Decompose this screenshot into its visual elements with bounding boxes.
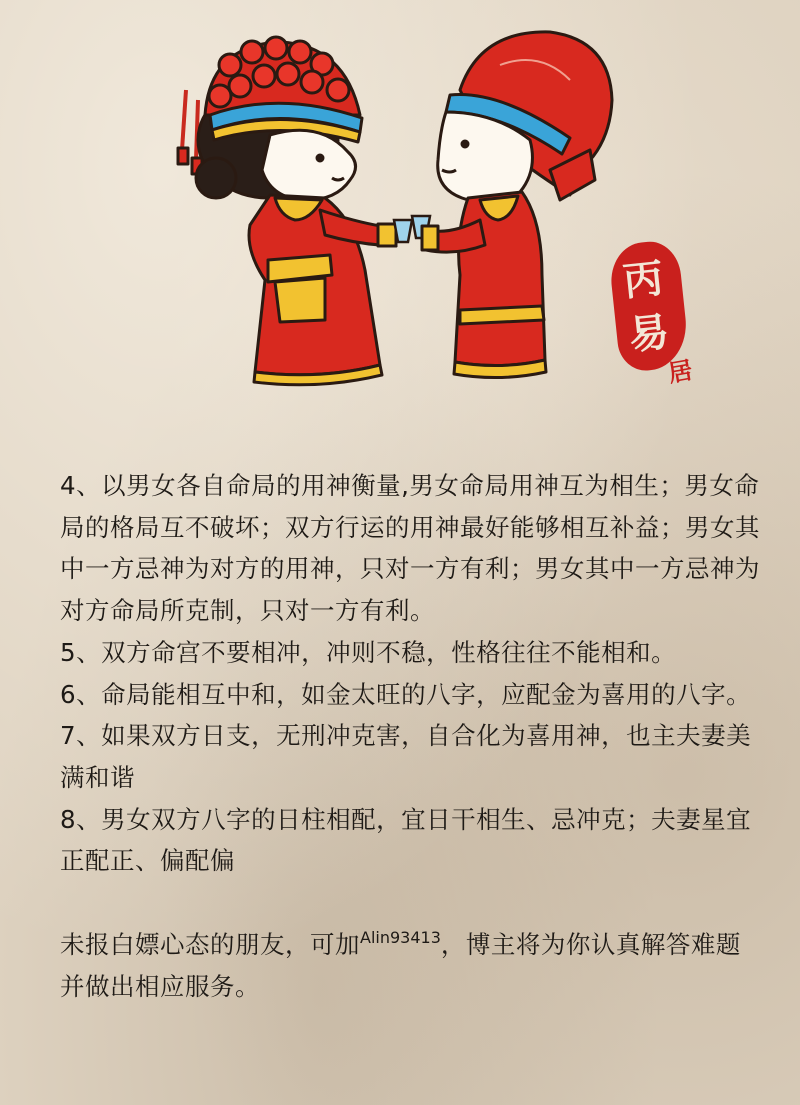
groom-figure <box>422 32 612 378</box>
paragraph-4: 4、以男女各自命局的用神衡量,男女命局用神互为相生；男女命局的格局互不破坏；双方行运的用神最好能够相互补益；男女其中一方忌神为对方的用神，只对一方有利；男女其中一方忌神为对方命局所克制，只对一方有利。 <box>60 471 760 626</box>
red-seal-stamp <box>608 238 696 398</box>
paragraph-8: 8、男女双方八字的日柱相配，宜日干相生、忌冲克；夫妻星宜正配正、偏配偏 <box>60 804 752 876</box>
closing-text-before: 未报白嫖心态的朋友，可加 <box>60 930 360 960</box>
wedding-couple-illustration <box>150 20 650 390</box>
closing-text-after: ，博主将为你认真解答难题并做出相应服务。 <box>60 930 741 1001</box>
paragraph-6: 6、命局能相互中和，如金太旺的八字，应配金为喜用的八字。 <box>60 679 752 709</box>
paragraph-5: 5、双方命宫不要相冲，冲则不稳，性格往往不能相和。 <box>60 637 677 667</box>
closing-paragraph <box>60 924 760 1007</box>
seal-char-2: 易 <box>626 308 672 360</box>
contact-id: Alin93413 <box>360 928 441 948</box>
article-body <box>60 465 760 1007</box>
seal-char-1: 丙 <box>620 254 666 306</box>
paragraph-gap <box>60 882 760 924</box>
paragraph-7: 7、如果双方日支，无刑冲克害，自合化为喜用神，也主夫妻美满和谐 <box>60 721 752 792</box>
seal-char-3: 居 <box>666 355 695 388</box>
bride-figure <box>178 37 396 385</box>
